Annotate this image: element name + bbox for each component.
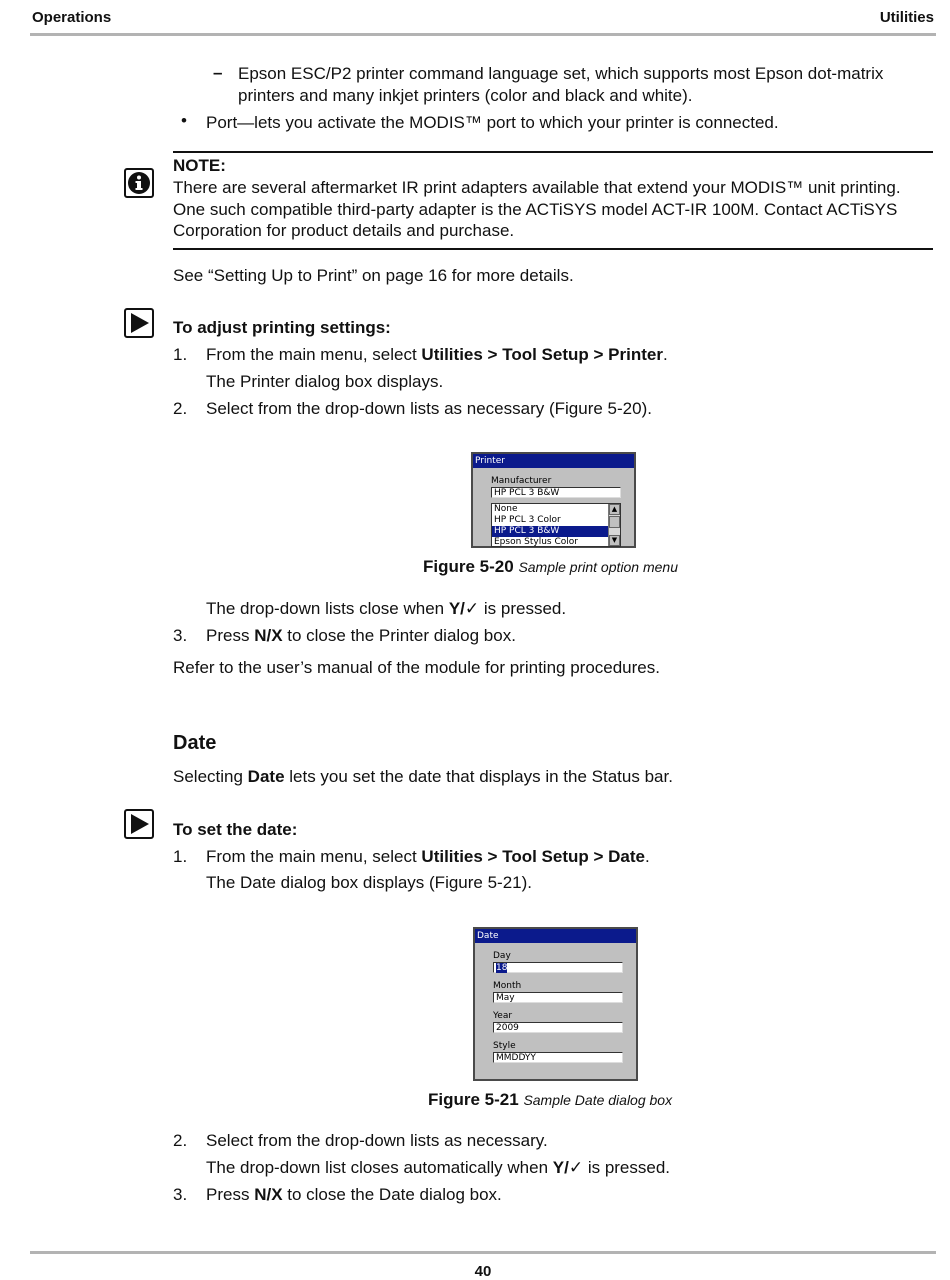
footer-rule	[30, 1251, 936, 1254]
dash-item-line2: printers and many inkjet printers (color and black and white).	[238, 86, 693, 105]
refer-manual-text: Refer to the user’s manual of the module for printing procedures.	[173, 658, 660, 677]
header-rule	[30, 33, 936, 36]
running-header-chapter: Utilities	[879, 9, 934, 26]
step-number: 1.	[173, 847, 188, 866]
checkmark-icon: ✓	[568, 1158, 584, 1177]
scroll-down-arrow-icon[interactable]: ▼	[609, 535, 620, 546]
procedure-arrow-icon	[124, 308, 154, 338]
manufacturer-label: Manufacturer	[491, 476, 552, 486]
step-number: 2.	[173, 399, 188, 418]
style-label: Style	[493, 1041, 516, 1051]
step-number: 3.	[173, 626, 188, 645]
step-printing-1-result: The Printer dialog box displays.	[206, 372, 444, 391]
note-bottom-rule	[173, 248, 933, 250]
figure-5-21-caption: Figure 5-21 Sample Date dialog box	[428, 1090, 673, 1109]
note-title: NOTE:	[173, 156, 226, 175]
info-icon	[124, 168, 154, 198]
dropdown-close-note: The drop-down lists close when Y/✓ is pressed.	[206, 599, 567, 618]
page-number: 40	[474, 1263, 492, 1280]
option-item[interactable]: HP PCL 3 Color	[494, 515, 561, 525]
note-line3: Corporation for product details and purchase.	[173, 221, 515, 240]
date-dialog	[473, 927, 638, 1081]
step-number: 3.	[173, 1185, 188, 1204]
day-field[interactable]: 18	[493, 962, 623, 973]
note-line1: There are several aftermarket IR print adapters available that extend your MODIS™ unit printing.	[173, 178, 901, 197]
dash-marker: –	[213, 63, 223, 82]
step-printing-1: From the main menu, select Utilities > Tool Setup > Printer.	[206, 345, 668, 364]
manufacturer-options-list[interactable]	[491, 503, 621, 547]
manufacturer-field[interactable]: HP PCL 3 B&W	[491, 487, 621, 498]
procedure-heading-printing: To adjust printing settings:	[173, 318, 391, 337]
date-intro: Selecting Date lets you set the date that displays in the Status bar.	[173, 767, 673, 786]
option-item[interactable]: None	[494, 504, 518, 514]
scroll-thumb[interactable]	[609, 516, 620, 528]
step-date-1: From the main menu, select Utilities > Tool Setup > Date.	[206, 847, 650, 866]
running-header-section: Operations	[32, 9, 112, 26]
step-date-1-result: The Date dialog box displays (Figure 5-21).	[206, 873, 532, 892]
style-field[interactable]: MMDDYY	[493, 1052, 623, 1063]
bullet-marker: •	[181, 111, 187, 130]
step-date-3: Press N/X to close the Date dialog box.	[206, 1185, 502, 1204]
dropdown-auto-close-note: The drop-down list closes automatically when Y/✓ is pressed.	[206, 1158, 671, 1177]
list-scrollbar[interactable]	[608, 504, 620, 546]
date-dialog-title: Date	[475, 929, 636, 943]
note-top-rule	[173, 151, 933, 153]
option-item[interactable]: Epson Stylus Color	[494, 537, 578, 547]
figure-5-20-caption: Figure 5-20 Sample print option menu	[423, 557, 678, 576]
day-label: Day	[493, 951, 511, 961]
see-reference: See “Setting Up to Print” on page 16 for more details.	[173, 266, 574, 285]
option-item-selected[interactable]: HP PCL 3 B&W	[492, 526, 620, 537]
printer-dialog-title: Printer	[473, 454, 634, 468]
bullet-item-port: Port—lets you activate the MODIS™ port to which your printer is connected.	[206, 113, 779, 132]
step-printing-2: Select from the drop-down lists as necessary (Figure 5-20).	[206, 399, 652, 418]
procedure-arrow-icon	[124, 809, 154, 839]
month-field[interactable]: May	[493, 992, 623, 1003]
month-label: Month	[493, 981, 522, 991]
step-printing-3: Press N/X to close the Printer dialog box.	[206, 626, 516, 645]
step-number: 1.	[173, 345, 188, 364]
note-line2: One such compatible third-party adapter is the ACTiSYS model ACT-IR 100M. Contact ACTiSYS	[173, 200, 898, 219]
procedure-heading-date: To set the date:	[173, 820, 298, 839]
checkmark-icon: ✓	[464, 599, 480, 618]
section-heading-date: Date	[173, 732, 217, 754]
step-date-2: Select from the drop-down lists as necessary.	[206, 1131, 548, 1150]
printer-dialog	[471, 452, 636, 548]
scroll-up-arrow-icon[interactable]: ▲	[609, 504, 620, 515]
year-field[interactable]: 2009	[493, 1022, 623, 1033]
year-label: Year	[493, 1011, 513, 1021]
dash-item-line1: Epson ESC/P2 printer command language set, which supports most Epson dot-matrix	[238, 64, 884, 83]
step-number: 2.	[173, 1131, 188, 1150]
